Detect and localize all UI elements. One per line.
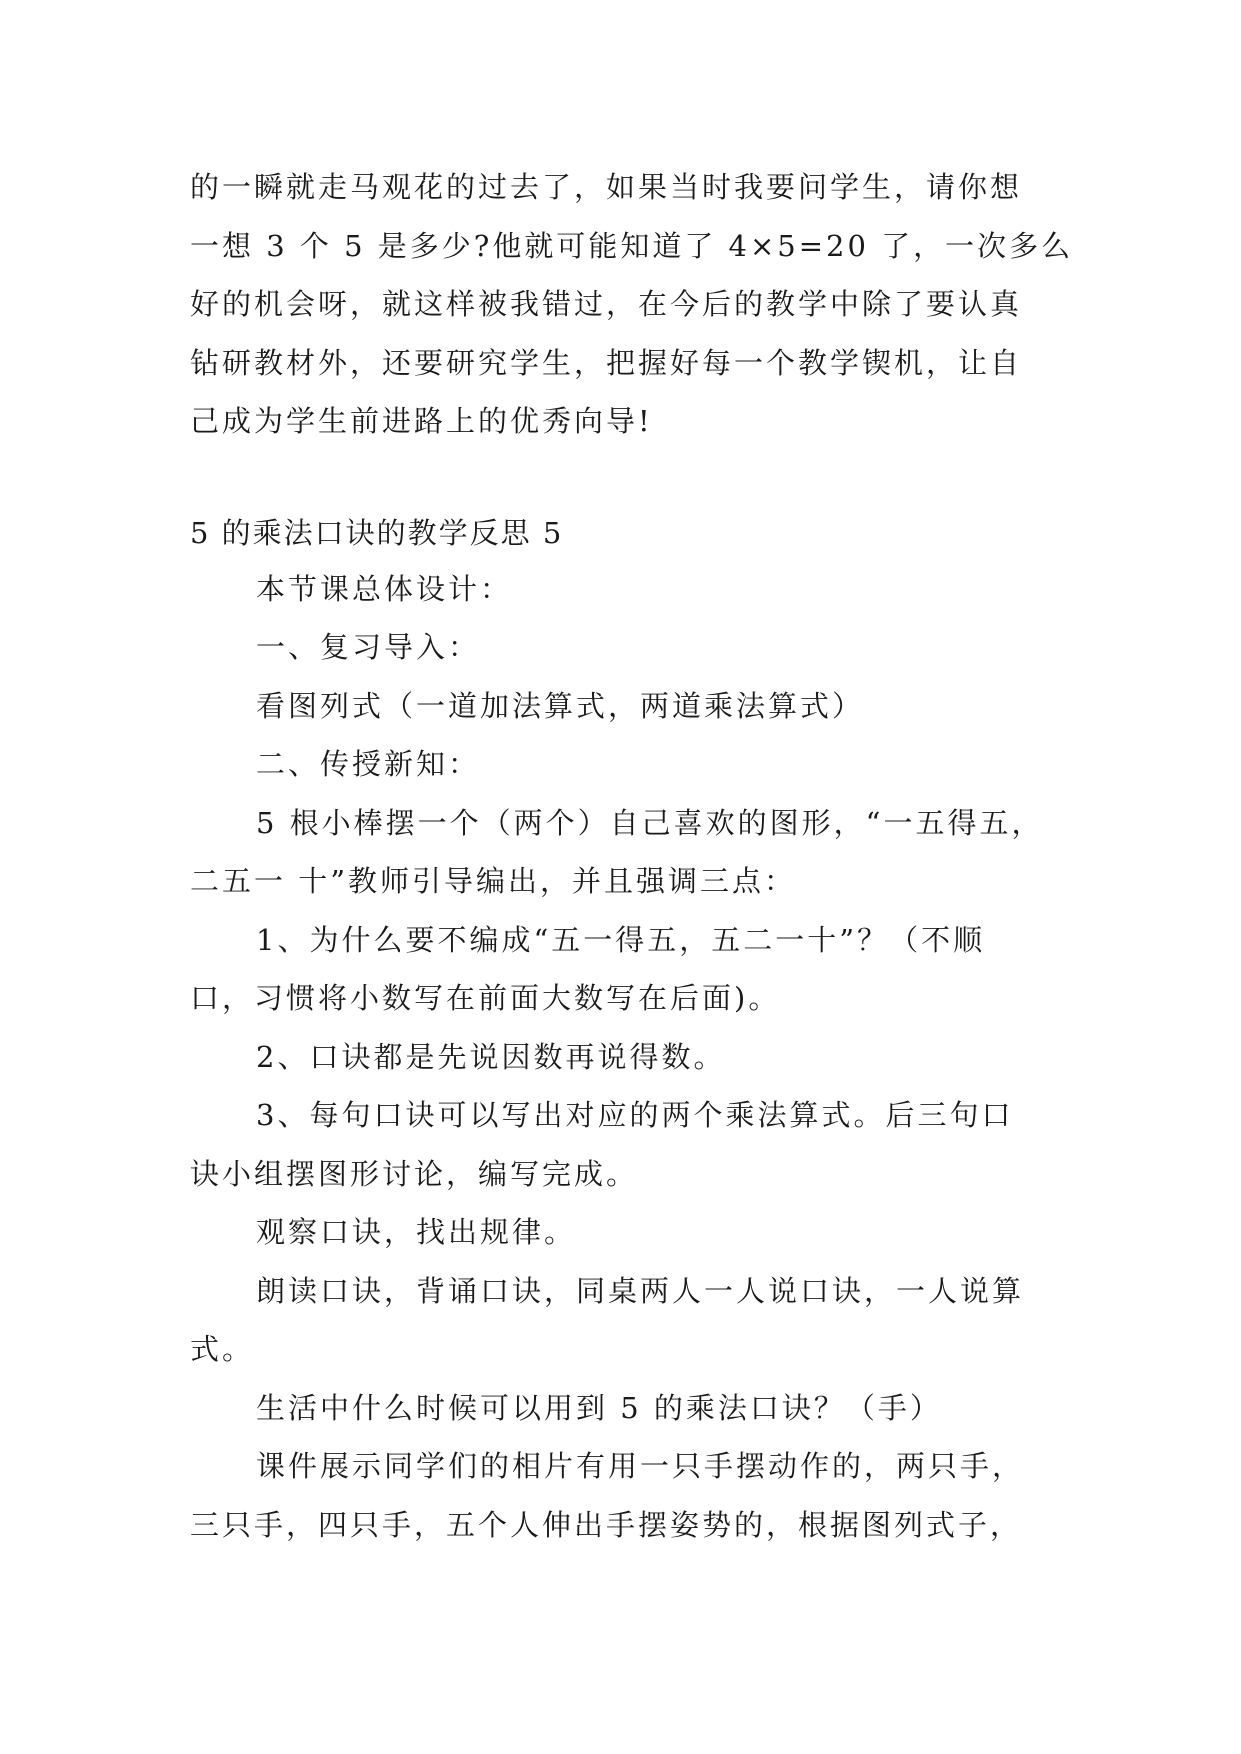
paragraph-line: 5 根小棒摆一个（两个）自己喜欢的图形，“一五得五， [256, 806, 1044, 840]
paragraph-line: 二五一 十”教师引导编出，并且强调三点： [190, 864, 797, 898]
paragraph-line: 3、每句口诀可以写出对应的两个乘法算式。后三句口 [256, 1098, 1014, 1132]
paragraph-line: 式。 [190, 1332, 255, 1366]
paragraph-line: 课件展示同学们的相片有用一只手摆动作的，两只手， [256, 1449, 1025, 1483]
paragraph-line: 己成为学生前进路上的优秀向导! [190, 404, 653, 438]
paragraph-line: 2、口诀都是先说因数再说得数。 [256, 1040, 726, 1074]
paragraph-line: 钻研教材外，还要研究学生，把握好每一个教学锲机，让自 [190, 346, 1023, 380]
paragraph-line: 一、复习导入： [256, 630, 481, 664]
paragraph-line: 一想 3 个 5 是多少?他就可能知道了 4×5=20 了，一次多么 [190, 229, 1074, 263]
paragraph-line: 看图列式（一道加法算式，两道乘法算式） [256, 689, 865, 723]
paragraph-line: 生活中什么时候可以用到 5 的乘法口诀？（手） [256, 1391, 942, 1425]
paragraph-line: 的一瞬就走马观花的过去了，如果当时我要问学生，请你想 [190, 170, 1023, 204]
section-heading: 5 的乘法口诀的教学反思 5 [190, 516, 564, 550]
paragraph-line: 1、为什么要不编成“五一得五，五二一十”？（不顺 [256, 923, 986, 957]
paragraph-line: 朗读口诀，背诵口诀，同桌两人一人说口诀，一人说算 [256, 1274, 1025, 1308]
paragraph-line: 好的机会呀，就这样被我错过，在今后的教学中除了要认真 [190, 287, 1023, 321]
paragraph-line: 口，习惯将小数写在前面大数写在后面)。 [190, 981, 781, 1015]
paragraph-line: 二、传授新知： [256, 747, 481, 781]
paragraph-line: 三只手，四只手，五个人伸出手摆姿势的，根据图列式子， [190, 1508, 1023, 1542]
paragraph-line: 本节课总体设计： [256, 572, 513, 606]
paragraph-line: 观察口诀，找出规律。 [256, 1215, 577, 1249]
paragraph-line: 诀小组摆图形讨论，编写完成。 [190, 1157, 639, 1191]
